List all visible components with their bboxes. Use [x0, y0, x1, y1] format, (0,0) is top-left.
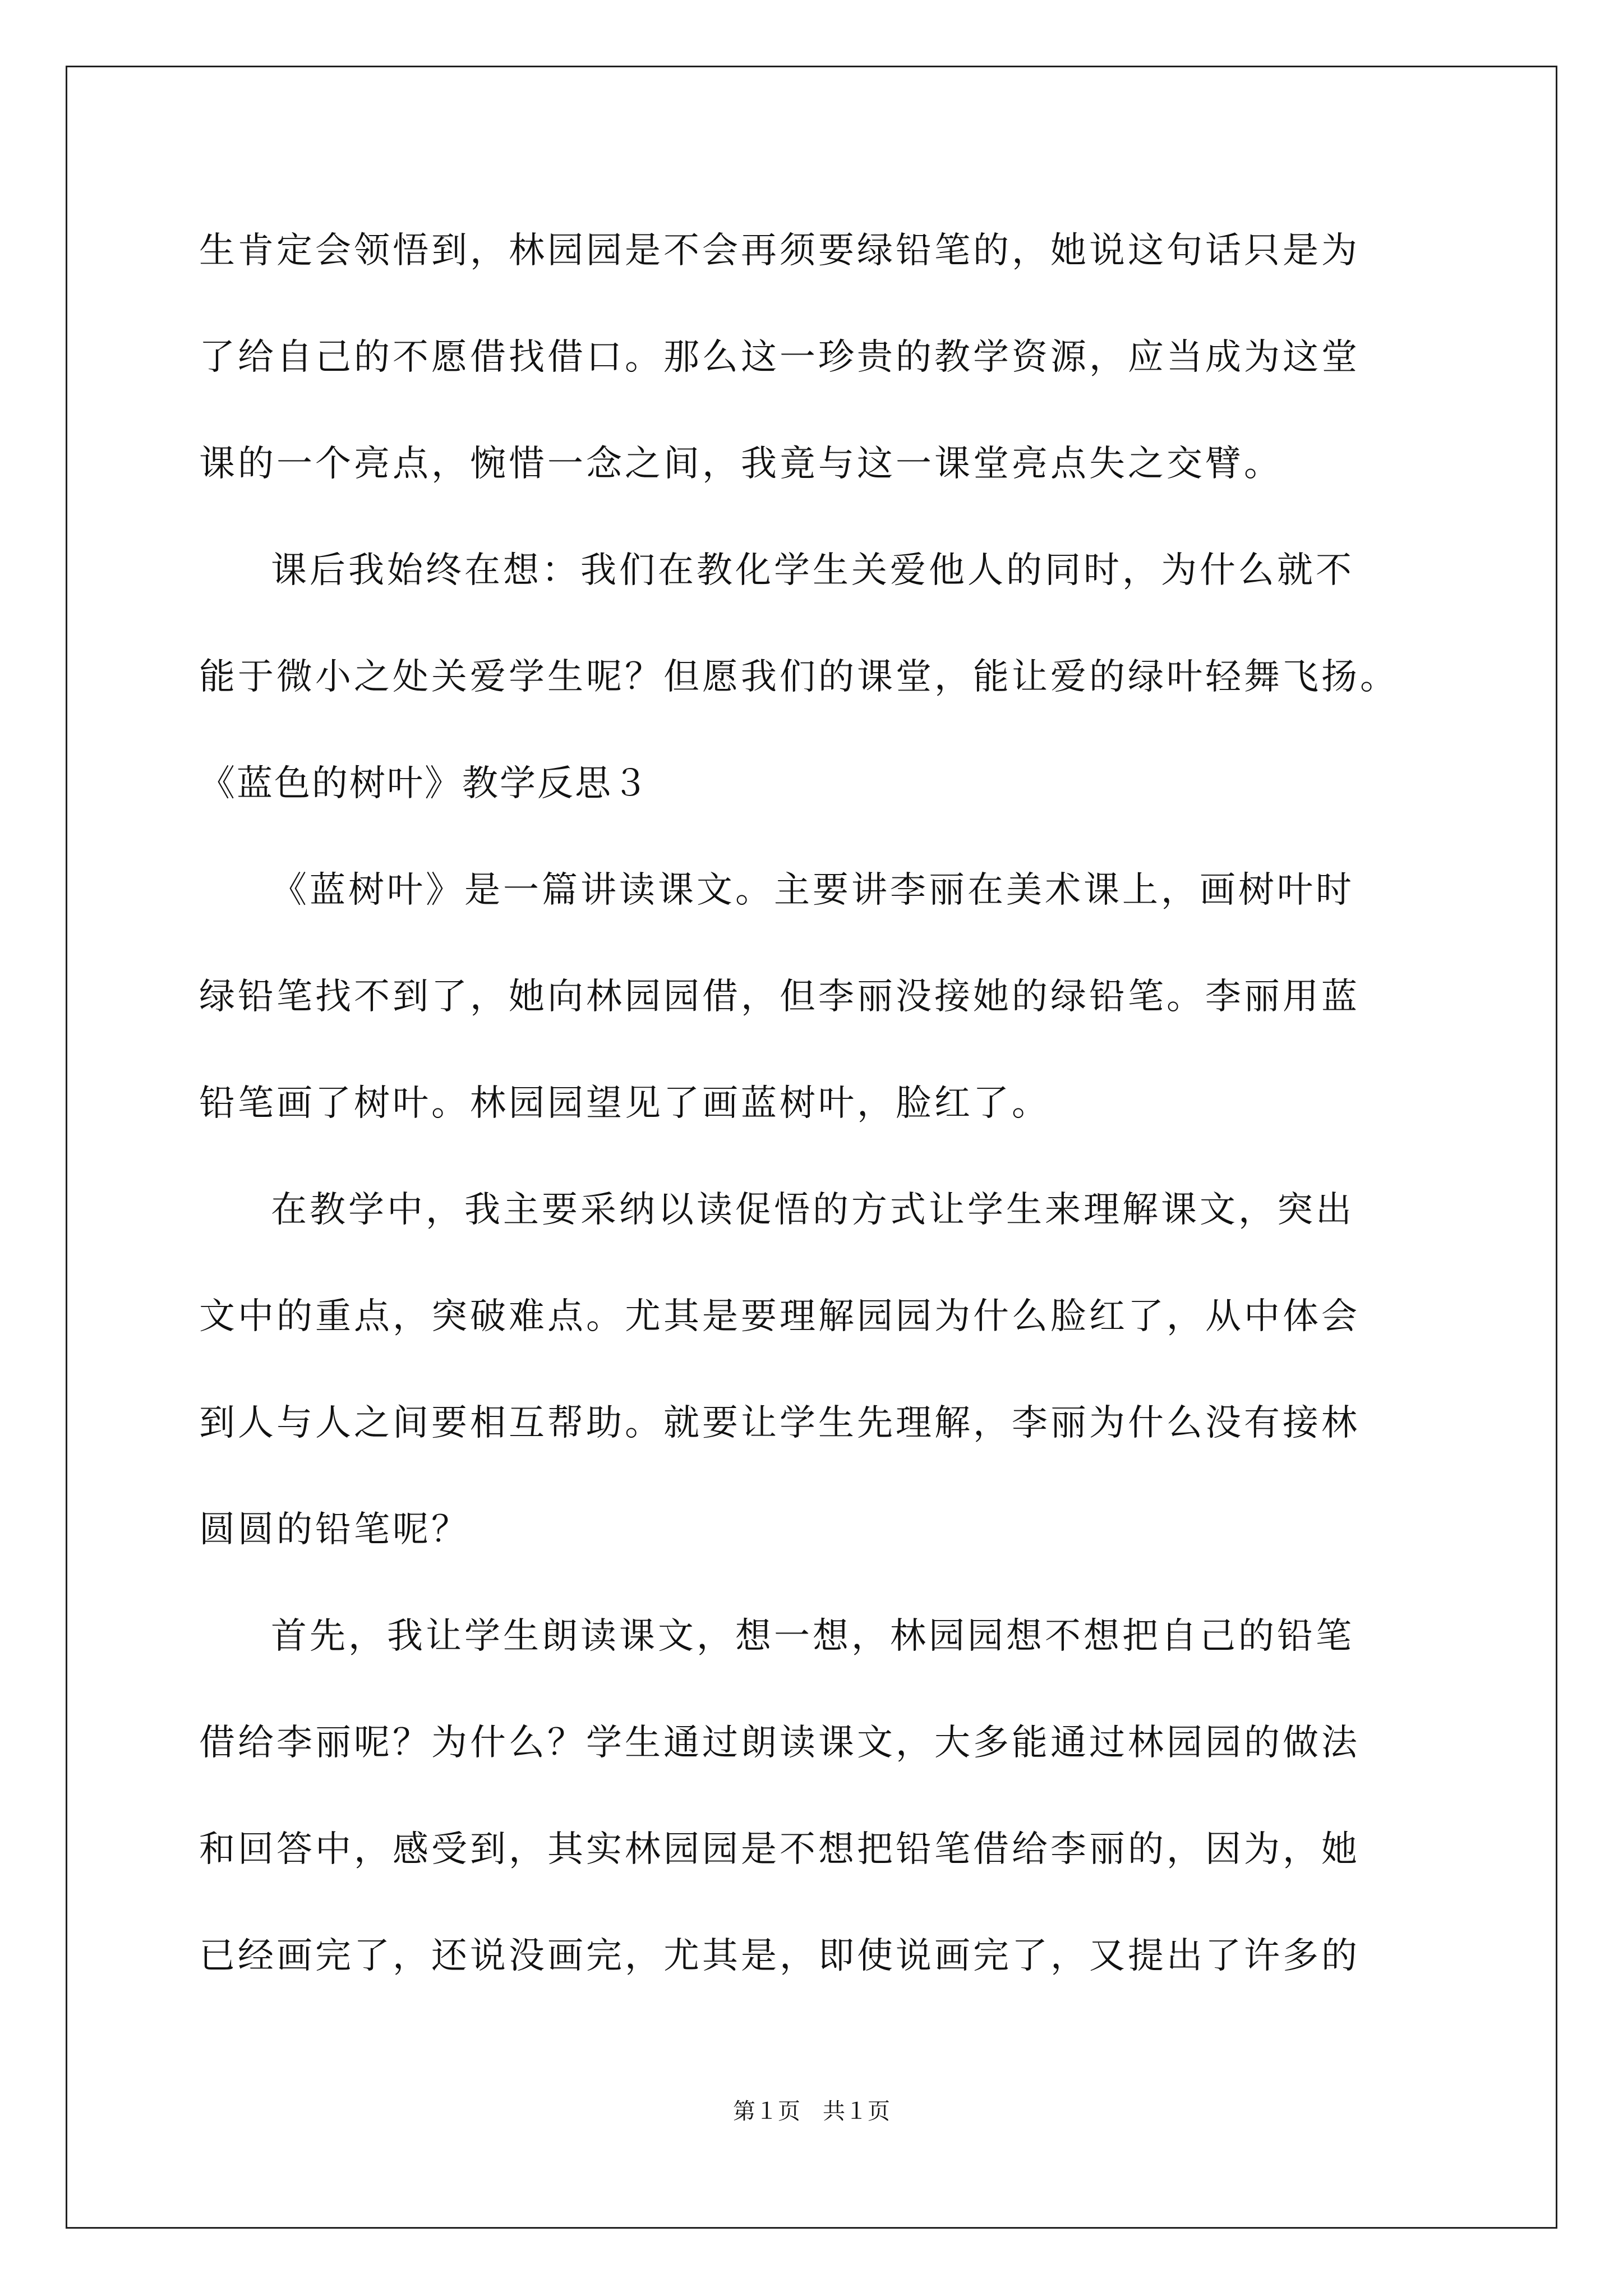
section-heading: 《蓝色的树叶》教学反思３: [199, 763, 650, 804]
text-line: 《蓝树叶》是一篇讲读课文。主要讲李丽在美术课上，画树叶时: [271, 869, 1354, 911]
page-footer: 第１页 共１页: [733, 2099, 890, 2124]
page-border: [66, 66, 1557, 2229]
text-line: 绿铅笔找不到了，她向林园园借，但李丽没接她的绿铅笔。李丽用蓝: [199, 976, 1360, 1018]
text-line: 能于微小之处关爱学生呢？但愿我们的课堂，能让爱的绿叶轻舞飞扬。: [199, 656, 1399, 698]
text-line: 已经画完了，还说没画完，尤其是，即使说画完了，又提出了许多的: [199, 1935, 1360, 1977]
text-line: 铅笔画了树叶。林园园望见了画蓝树叶，脸红了。: [199, 1083, 1050, 1124]
text-line: 到人与人之间要相互帮助。就要让学生先理解，李丽为什么没有接林: [199, 1402, 1360, 1444]
text-line: 了给自己的不愿借找借口。那么这一珍贵的教学资源，应当成为这堂: [199, 337, 1360, 378]
text-line: 借给李丽呢？为什么？学生通过朗读课文，大多能通过林园园的做法: [199, 1722, 1360, 1764]
text-line: 文中的重点，突破难点。尤其是要理解园园为什么脸红了，从中体会: [199, 1296, 1360, 1337]
text-line: 课的一个亮点，惋惜一念之间，我竟与这一课堂亮点失之交臂。: [199, 443, 1283, 485]
text-line: 课后我始终在想：我们在教化学生关爱他人的同时，为什么就不: [271, 550, 1354, 591]
text-line: 首先，我让学生朗读课文，想一想，林园园想不想把自己的铅笔: [271, 1616, 1354, 1657]
text-line: 和回答中，感受到，其实林园园是不想把铅笔借给李丽的，因为，她: [199, 1829, 1360, 1870]
text-line: 生肯定会领悟到，林园园是不会再须要绿铅笔的，她说这句话只是为: [199, 230, 1360, 272]
text-line: 圆圆的铅笔呢？: [199, 1509, 470, 1550]
text-line: 在教学中，我主要采纳以读促悟的方式让学生来理解课文，突出: [271, 1189, 1354, 1231]
